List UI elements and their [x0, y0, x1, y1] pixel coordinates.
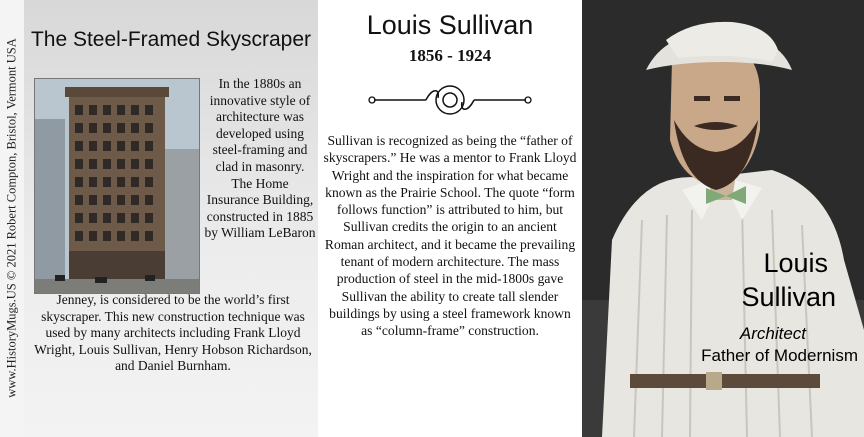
subject-name: Louis Sullivan: [366, 10, 534, 40]
caption-first-name: Louis: [763, 248, 828, 278]
life-dates: 1856 - 1924: [408, 46, 492, 65]
portrait-illustration: [582, 0, 864, 437]
center-panel: [318, 0, 582, 437]
section-title: The Steel-Framed Skyscraper: [30, 28, 312, 51]
caption-last-name: Sullivan: [741, 282, 836, 312]
copyright-credit: www.HistoryMugs.US © 2021 Robert Compton, Bristol, Vermont USA: [4, 38, 19, 398]
scroll-flourish-icon: [366, 78, 534, 122]
caption-role: Architect: [739, 324, 806, 343]
skyscraper-text-upper: In the 1880s an innovative style of architecture was developed using steel-framing and clad in masonry. The Home Insurance Building, constructed in 1885 by William LeBaron: [204, 76, 316, 241]
vertical-credit-strip: [0, 0, 24, 437]
skyscraper-text-lower: Jenney, is considered to be the world’s first skyscraper. This new construction technique was used by many architects including Frank Lloyd Wright, Louis Sullivan, Henry Hobson Richardson, and Daniel Burnham.: [34, 292, 312, 374]
caption-epithet: Father of Modernism: [701, 346, 858, 365]
biography-text: Sullivan is recognized as being the “father of skyscrapers.” He was a mentor to Frank Lloyd Wright and the inspiration for what became known as the Prairie School. The quote “form follows function” is attributed to him, but Sullivan credits the origin to an ancient Roman architect, and it became the prevailing tenant of modern architecture. The mass production of steel in the mid-1800s gave Sullivan the ability to create tall slender buildings by using a steel framework known as “column-frame” construction.: [323, 133, 577, 339]
home-insurance-building-photo: [34, 78, 200, 294]
left-panel: [24, 0, 318, 437]
louis-sullivan-portrait: [582, 0, 864, 437]
